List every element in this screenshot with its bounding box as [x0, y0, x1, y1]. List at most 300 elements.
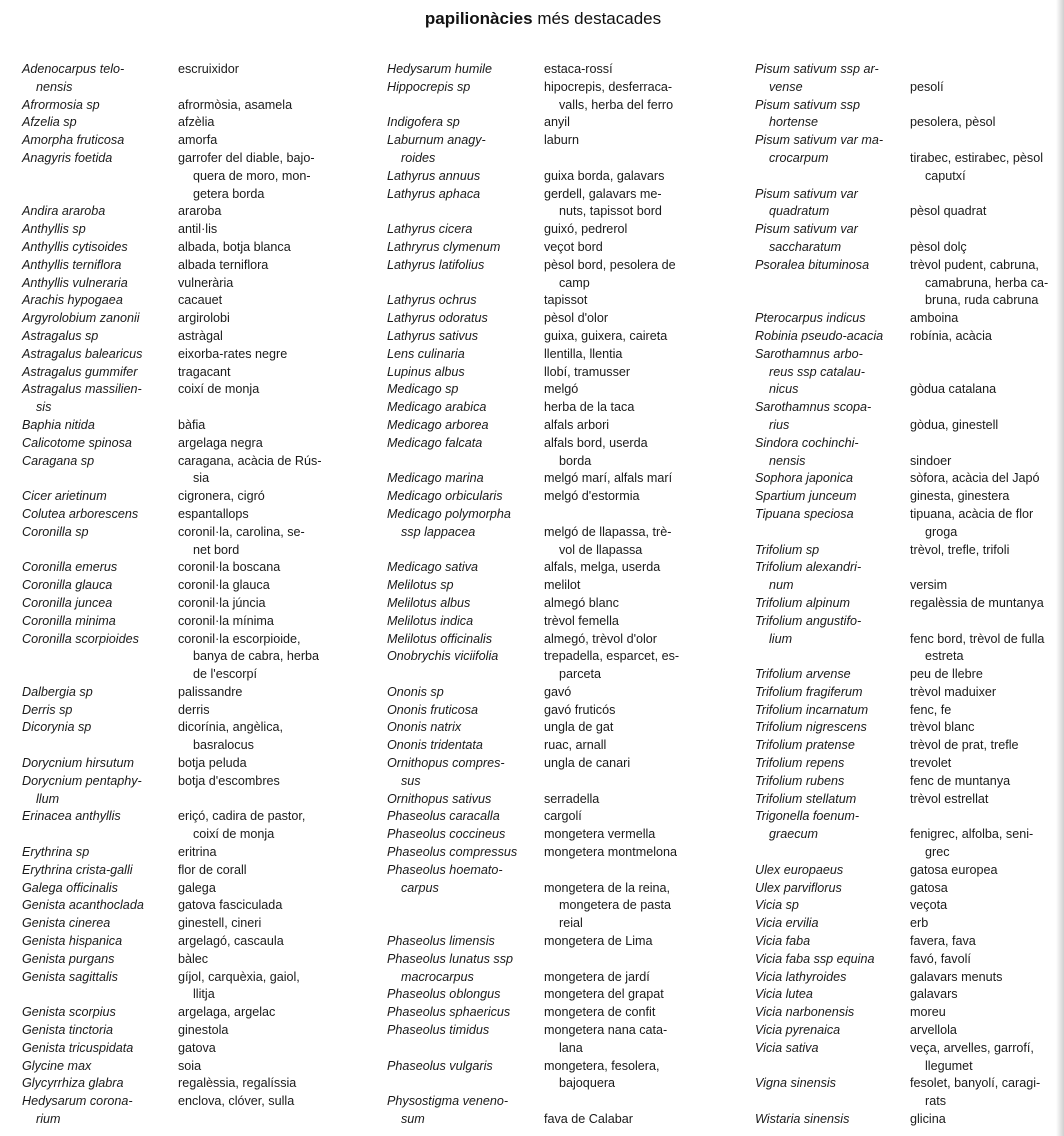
scientific-name-line: Medicago orbicularis — [387, 489, 503, 504]
scientific-name-line: Vicia narbonensis — [755, 1005, 855, 1020]
scientific-name-line: Ononis sp — [387, 684, 444, 699]
common-name-line — [910, 364, 1055, 382]
scientific-name-line: Lathryrus clymenum — [387, 239, 501, 254]
scientific-name — [387, 684, 539, 702]
glossary-entry — [387, 755, 727, 791]
scientific-name-line: Trifolium nigrescens — [755, 720, 867, 735]
scientific-name-line: Genista tinctoria — [22, 1023, 113, 1038]
common-name-line: pesolí — [910, 79, 944, 94]
common-name-line: quera de moro, mon- — [193, 168, 311, 183]
glossary-entry — [387, 1022, 727, 1058]
scientific-name-line: Melilotus sp — [387, 578, 454, 593]
scientific-name-line: Phaseolus caracalla — [387, 809, 500, 824]
scientific-name — [755, 897, 905, 915]
scientific-name — [22, 577, 172, 595]
glossary-entry — [22, 417, 352, 435]
scientific-name-line: Lathyrus sativus — [387, 328, 478, 343]
common-name — [544, 310, 726, 328]
common-name — [178, 435, 356, 453]
scientific-name-line: Trifolium angustifo- — [755, 613, 862, 628]
scientific-name — [755, 132, 905, 168]
common-name-line: gatova — [178, 1040, 216, 1055]
glossary-entry — [755, 862, 1055, 880]
glossary-entry — [22, 684, 352, 702]
scientific-name-line: Lathyrus latifolius — [387, 257, 485, 272]
scientific-name — [387, 168, 539, 186]
scientific-name — [387, 577, 539, 595]
common-name-line: herba de la taca — [544, 400, 635, 415]
glossary-entry — [22, 435, 352, 453]
common-name-line: melgó — [544, 382, 579, 397]
scientific-name-line: Tipuana speciosa — [755, 506, 854, 521]
common-name-line: estaca-rossí — [544, 62, 613, 76]
scientific-name — [387, 791, 539, 809]
scientific-name — [387, 221, 539, 239]
scientific-name-line: Phaseolus lunatus ssp — [387, 951, 514, 966]
common-name-line: robínia, acàcia — [910, 328, 992, 343]
glossary-entry — [387, 488, 727, 506]
scientific-name — [22, 524, 172, 542]
scientific-name-line: Genista scorpius — [22, 1005, 116, 1020]
common-name-line: sia — [193, 471, 210, 486]
glossary-entry — [22, 524, 352, 560]
common-name — [544, 755, 726, 773]
scientific-name-line: Adenocarpus telo- — [22, 62, 125, 76]
scientific-name — [22, 328, 172, 346]
common-name-line: ginesta, ginestera — [910, 489, 1010, 504]
common-name — [910, 132, 1055, 185]
common-name — [544, 435, 726, 471]
glossary-entry — [755, 595, 1055, 613]
common-name-line: ungla de gat — [544, 720, 614, 735]
common-name-line: trèvol de prat, trefle — [910, 738, 1019, 753]
glossary-entry — [387, 132, 727, 168]
glossary-entry — [387, 791, 727, 809]
glossary-entry — [387, 1058, 727, 1094]
scientific-name — [755, 506, 905, 524]
glossary-entry — [387, 1093, 727, 1129]
scientific-name — [387, 613, 539, 631]
common-name-line: lana — [559, 1040, 583, 1055]
common-name-line: botja peluda — [178, 756, 247, 771]
scientific-name — [22, 1075, 172, 1093]
scientific-name-line: Anthyllis vulneraria — [22, 275, 128, 290]
scientific-name — [755, 719, 905, 737]
common-name-line: mongetera de pasta — [559, 898, 672, 913]
scientific-name-line: Trifolium arvense — [755, 667, 851, 682]
common-name — [544, 488, 726, 506]
scientific-name — [755, 862, 905, 880]
glossary-entry — [387, 826, 727, 844]
scientific-name — [387, 470, 539, 488]
common-name — [544, 221, 726, 239]
common-name-line: bruna, ruda cabruna — [925, 293, 1039, 308]
common-name-line: guixa borda, galavars — [544, 168, 665, 183]
common-name-line: amboina — [910, 311, 959, 326]
common-name — [178, 114, 356, 132]
common-name-line: ruac, arnall — [544, 738, 607, 753]
common-name-line: grec — [925, 845, 950, 860]
scientific-name-line: Phaseolus hoemato- — [387, 862, 503, 877]
scientific-name-line: Erinacea anthyllis — [22, 809, 121, 824]
scientific-name-line: Dorycnium pentaphy- — [22, 773, 142, 788]
scientific-name-line: sum — [401, 1112, 425, 1127]
common-name — [544, 862, 726, 933]
scientific-name-line: reus ssp catalau- — [769, 364, 865, 379]
common-name-line: ginestell, cineri — [178, 916, 262, 931]
common-name-line: astràgal — [178, 328, 223, 343]
scientific-name-line: lium — [769, 631, 793, 646]
scientific-name-line: Hedysarum corona- — [22, 1094, 133, 1109]
scientific-name-line: Ulex parviflorus — [755, 880, 842, 895]
scientific-name-line: Erythrina sp — [22, 845, 90, 860]
common-name — [178, 275, 356, 293]
common-name — [178, 524, 356, 560]
common-name-line: almegó, trèvol d'olor — [544, 631, 658, 646]
common-name — [178, 595, 356, 613]
common-name — [544, 292, 726, 310]
glossary-entry — [387, 648, 727, 684]
glossary-entry — [387, 470, 727, 488]
scientific-name-line: Genista purgans — [22, 951, 115, 966]
scientific-name — [755, 542, 905, 560]
common-name — [544, 364, 726, 382]
common-name — [910, 1040, 1055, 1076]
common-name — [544, 648, 726, 684]
scientific-name — [22, 1022, 172, 1040]
common-name-line: mongetera de Lima — [544, 934, 653, 949]
glossary-entry — [387, 808, 727, 826]
scientific-name-line: Vicia faba ssp equina — [755, 951, 875, 966]
common-name-line: regalèssia, regalíssia — [178, 1076, 297, 1091]
scientific-name-line: Robinia pseudo-acacia — [755, 328, 884, 343]
common-name — [178, 1093, 356, 1111]
glossary-entry — [22, 595, 352, 613]
scientific-name — [387, 435, 539, 453]
glossary-entry — [755, 132, 1055, 185]
scientific-name — [22, 435, 172, 453]
common-name — [910, 719, 1055, 737]
glossary-entry — [387, 862, 727, 933]
glossary-entry — [755, 986, 1055, 1004]
scientific-name — [387, 737, 539, 755]
scientific-name-line: Trifolium alexandri- — [755, 560, 862, 575]
common-name — [910, 951, 1055, 969]
scientific-name-line: Colutea arborescens — [22, 506, 139, 521]
glossary-entry — [755, 186, 1055, 222]
scientific-name-line: Indigofera sp — [387, 115, 460, 130]
common-name — [178, 61, 356, 79]
glossary-entry — [755, 1075, 1055, 1111]
scientific-name — [387, 239, 539, 257]
glossary-entry — [22, 808, 352, 844]
scientific-name — [387, 1093, 539, 1129]
glossary-entry — [755, 666, 1055, 684]
scientific-name-line: Ononis fruticosa — [387, 702, 478, 717]
common-name — [544, 186, 726, 222]
scientific-name-line: Coronilla scorpioides — [22, 631, 139, 646]
common-name — [910, 808, 1055, 861]
common-name-line: gavó — [544, 684, 572, 699]
common-name-line: trèvol, trefle, trifoli — [910, 542, 1010, 557]
glossary-entry — [22, 1093, 352, 1129]
glossary-entry — [387, 417, 727, 435]
common-name-line: veçot bord — [544, 239, 603, 254]
common-name — [178, 310, 356, 328]
glossary-entry — [22, 897, 352, 915]
scientific-name — [387, 506, 539, 542]
scientific-name — [755, 595, 905, 613]
common-name — [544, 239, 726, 257]
common-name — [544, 470, 726, 488]
scientific-name — [387, 417, 539, 435]
common-name-line: sindoer — [910, 453, 952, 468]
common-name-line: afzèlia — [178, 115, 215, 130]
scientific-name — [22, 381, 172, 417]
glossary-entry — [22, 631, 352, 684]
title-rest: més destacades — [532, 9, 662, 28]
scientific-name-line: Vicia lathyroides — [755, 969, 847, 984]
common-name — [544, 702, 726, 720]
common-name — [544, 328, 726, 346]
common-name — [178, 844, 356, 862]
common-name — [178, 364, 356, 382]
scientific-name — [755, 773, 905, 791]
scientific-name — [22, 150, 172, 168]
common-name-line: caputxí — [925, 168, 966, 183]
scientific-name — [755, 969, 905, 987]
common-name-line — [910, 132, 1055, 150]
scientific-name-line: Coronilla minima — [22, 613, 116, 628]
common-name-line: groga — [925, 524, 958, 539]
common-name-line: garrofer del diable, bajo- — [178, 150, 315, 165]
scientific-name — [22, 773, 172, 809]
scientific-name — [755, 61, 905, 97]
glossary-entry — [755, 435, 1055, 471]
common-name — [544, 844, 726, 862]
glossary-entry — [387, 559, 727, 577]
glossary-entry — [755, 755, 1055, 773]
scientific-name-line: Melilotus albus — [387, 595, 471, 610]
common-name — [544, 1093, 726, 1129]
common-name-line: llegumet — [925, 1058, 973, 1073]
scientific-name-line: Phaseolus compressus — [387, 845, 518, 860]
common-name — [544, 986, 726, 1004]
scientific-name-line: Coronilla glauca — [22, 578, 113, 593]
scientific-name-line: saccharatum — [769, 239, 842, 254]
scientific-name — [22, 506, 172, 524]
scientific-name — [22, 275, 172, 293]
common-name-line: alfals arbori — [544, 417, 610, 432]
common-name-line: albada terniflora — [178, 257, 269, 272]
common-name — [178, 631, 356, 684]
common-name — [910, 755, 1055, 773]
common-name — [544, 577, 726, 595]
common-name — [178, 381, 356, 399]
common-name-line: fenc bord, trèvol de fulla — [910, 631, 1045, 646]
glossary-entry — [755, 737, 1055, 755]
scientific-name-line: Hippocrepis sp — [387, 79, 471, 94]
common-name-line: coronil·la boscana — [178, 560, 281, 575]
common-name — [910, 613, 1055, 666]
scientific-name-line: Ulex europaeus — [755, 862, 844, 877]
scientific-name-line: Argyrolobium zanonii — [22, 311, 140, 326]
common-name-line: mongetera de jardí — [544, 969, 650, 984]
glossary-entry — [22, 577, 352, 595]
scientific-name-line: Trifolium repens — [755, 756, 845, 771]
common-name — [178, 702, 356, 720]
glossary-entry — [755, 310, 1055, 328]
scientific-name-line: vense — [769, 79, 803, 94]
common-name-line: mongetera, fesolera, — [544, 1058, 660, 1073]
scientific-name — [22, 862, 172, 880]
common-name — [910, 915, 1055, 933]
common-name-line: mongetera vermella — [544, 827, 656, 842]
common-name — [910, 186, 1055, 222]
glossary-entry — [755, 399, 1055, 435]
scientific-name-line: num — [769, 578, 794, 593]
scientific-name-line: Ornithopus sativus — [387, 791, 492, 806]
scientific-name — [755, 933, 905, 951]
scientific-name-line: Lathyrus odoratus — [387, 311, 488, 326]
common-name — [178, 684, 356, 702]
scientific-name-line: Vicia faba — [755, 934, 811, 949]
column-3 — [755, 61, 1055, 1129]
scientific-name — [387, 702, 539, 720]
glossary-entry — [755, 506, 1055, 542]
common-name-line: trèvol blanc — [910, 720, 975, 735]
common-name-line: flor de corall — [178, 862, 247, 877]
scientific-name — [755, 1040, 905, 1058]
common-name-line — [910, 97, 1055, 115]
scientific-name-line: Afzelia sp — [22, 115, 77, 130]
scientific-name — [22, 346, 172, 364]
common-name-line: argirolobi — [178, 311, 230, 326]
glossary-entry — [755, 933, 1055, 951]
page-title — [0, 9, 1064, 29]
common-name — [544, 257, 726, 293]
glossary-entry — [387, 239, 727, 257]
glossary-entry — [387, 381, 727, 399]
scientific-name — [755, 755, 905, 773]
common-name-line: regalèssia de muntanya — [910, 595, 1044, 610]
scientific-name-line: Sarothamnus arbo- — [755, 346, 863, 361]
glossary-entry — [755, 773, 1055, 791]
glossary-entry — [22, 150, 352, 203]
scientific-name — [755, 1004, 905, 1022]
common-name — [178, 221, 356, 239]
common-name — [178, 150, 356, 203]
glossary-entry — [387, 719, 727, 737]
glossary-entry — [22, 328, 352, 346]
common-name — [544, 1022, 726, 1058]
glossary-entry — [387, 577, 727, 595]
scientific-name-line: Wistaria sinensis — [755, 1112, 850, 1127]
common-name-line: melgó d'estormia — [544, 489, 640, 504]
glossary-entry — [22, 719, 352, 755]
scientific-name — [22, 97, 172, 115]
scientific-name-line: Vicia sp — [755, 898, 799, 913]
common-name-line: mongetera de confit — [544, 1005, 656, 1020]
glossary-entry — [22, 755, 352, 773]
scientific-name-line: Phaseolus vulgaris — [387, 1058, 493, 1073]
common-name — [544, 951, 726, 987]
common-name-line: camp — [559, 275, 590, 290]
scientific-name — [755, 613, 905, 649]
scientific-name-line: Sophora japonica — [755, 471, 854, 486]
common-name-line: de l'escorpí — [193, 667, 258, 682]
scientific-name — [387, 257, 539, 275]
glossary-entry — [387, 951, 727, 987]
common-name — [544, 791, 726, 809]
glossary-entry — [387, 186, 727, 222]
glossary-entry — [755, 97, 1055, 133]
common-name-line: laburn — [544, 133, 580, 148]
scientific-name — [22, 239, 172, 257]
common-name-line: argelaga negra — [178, 435, 263, 450]
common-name-line — [910, 808, 1055, 826]
common-name-line: favera, fava — [910, 934, 976, 949]
common-name-line: tipuana, acàcia de flor — [910, 506, 1034, 521]
glossary-entry — [22, 61, 352, 97]
common-name — [178, 880, 356, 898]
glossary-entry — [387, 613, 727, 631]
scientific-name — [22, 613, 172, 631]
scientific-name — [755, 1022, 905, 1040]
common-name — [910, 328, 1055, 346]
glossary-entry — [755, 684, 1055, 702]
common-name — [544, 737, 726, 755]
glossary-entry — [22, 1040, 352, 1058]
scientific-name-line: Derris sp — [22, 702, 73, 717]
scientific-name-line: Amorpha fruticosa — [22, 133, 125, 148]
common-name-line: alfals, melga, userda — [544, 560, 661, 575]
scientific-name-line: sus — [401, 773, 421, 788]
scientific-name — [22, 132, 172, 150]
common-name — [910, 702, 1055, 720]
glossary-entry — [755, 61, 1055, 97]
scientific-name-line: Vicia sativa — [755, 1040, 819, 1055]
scientific-name-line: Lupinus albus — [387, 364, 465, 379]
common-name-line: bajoquera — [559, 1076, 616, 1091]
glossary-entry — [22, 862, 352, 880]
glossary-entry — [755, 791, 1055, 809]
scientific-name — [387, 1022, 539, 1040]
common-name-line: caragana, acàcia de Rús- — [178, 453, 322, 468]
scientific-name-line: Onobrychis viciifolia — [387, 649, 499, 664]
scientific-name — [22, 897, 172, 915]
common-name — [178, 1040, 356, 1058]
glossary-entry — [387, 684, 727, 702]
common-name — [910, 969, 1055, 987]
common-name — [178, 97, 356, 115]
common-name — [178, 1058, 356, 1076]
common-name-line: melgó marí, alfals marí — [544, 471, 673, 486]
scientific-name — [755, 915, 905, 933]
scientific-name-line: Lathyrus ochrus — [387, 293, 477, 308]
common-name-line: pèsol bord, pesolera de — [544, 257, 676, 272]
common-name-line — [544, 951, 726, 969]
common-name — [178, 933, 356, 951]
scientific-name — [22, 933, 172, 951]
common-name — [178, 1075, 356, 1093]
scientific-name-line: Pisum sativum ssp ar- — [755, 62, 879, 76]
common-name-line: mongetera de la reina, — [544, 880, 671, 895]
scientific-name — [22, 844, 172, 862]
common-name — [178, 417, 356, 435]
glossary-entry — [22, 132, 352, 150]
common-name-line: valls, herba del ferro — [559, 97, 674, 112]
